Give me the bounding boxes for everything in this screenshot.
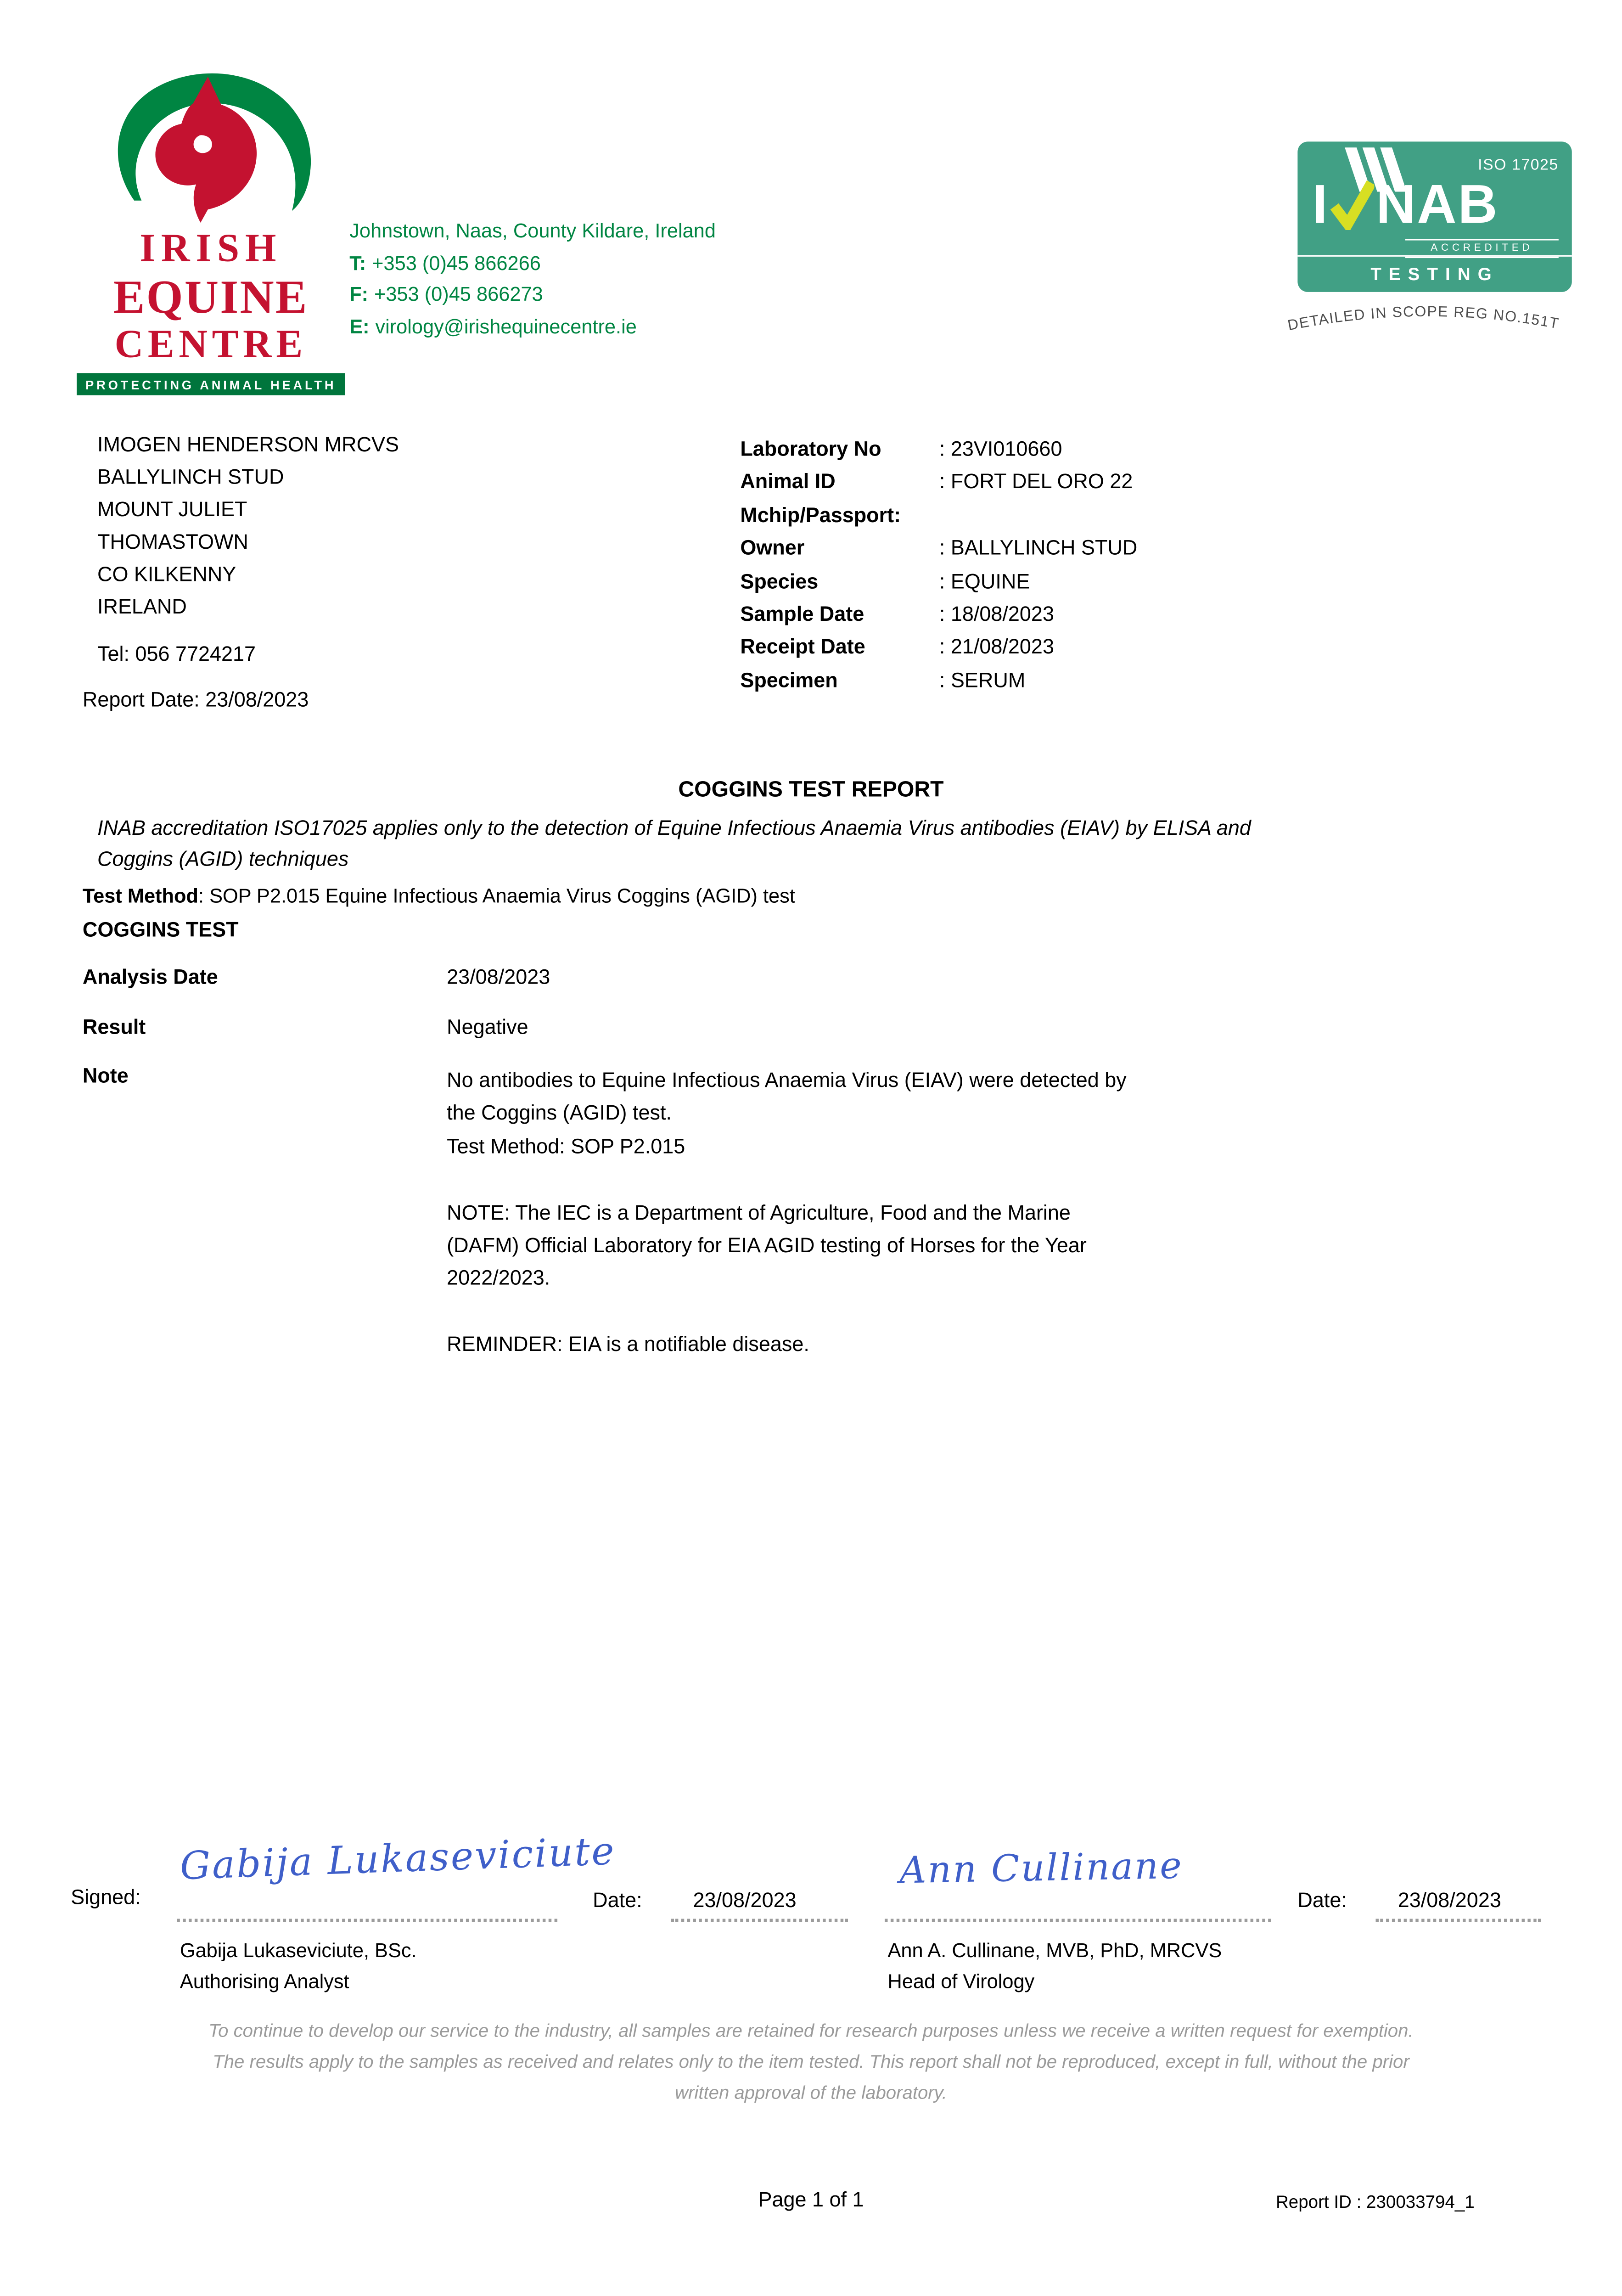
disclaimer-line: To continue to develop our service to the industry, all samples are retained for research purposes unless we receive a written request for exemption. bbox=[208, 2020, 1414, 2042]
inab-mark bbox=[1312, 174, 1499, 235]
lab-detail-row bbox=[740, 498, 1137, 531]
addressee-block bbox=[82, 428, 399, 715]
signatory-right-block bbox=[888, 1935, 1222, 1997]
test-method-label: Test Method bbox=[82, 885, 198, 907]
lab-detail-label: Sample Date bbox=[740, 602, 864, 625]
logo-word-irish: IRISH bbox=[140, 225, 282, 270]
analysis-date-row bbox=[83, 965, 550, 988]
lab-detail-value: : 21/08/2023 bbox=[939, 635, 1054, 658]
contact-block bbox=[349, 215, 716, 342]
lab-detail-label: Owner bbox=[740, 535, 805, 559]
test-method-line bbox=[83, 885, 795, 907]
result-value: Negative bbox=[447, 1014, 528, 1039]
note-line: the Coggins (AGID) test. bbox=[447, 1101, 672, 1125]
lab-detail-value: : 18/08/2023 bbox=[939, 602, 1054, 625]
inab-testing-label: TESTING bbox=[1297, 255, 1571, 285]
lab-detail-row bbox=[740, 564, 1137, 597]
disclaimer-line: The results apply to the samples as received and relates only to the item tested. This report shall not be reproduced, except in full, without the prior bbox=[213, 2051, 1409, 2072]
note-line: NOTE: The IEC is a Department of Agriculture, Food and the Marine bbox=[447, 1200, 1071, 1224]
addressee-line: BALLYLINCH STUD bbox=[97, 464, 284, 489]
date-line-left bbox=[671, 1919, 847, 1922]
accreditation-note bbox=[97, 813, 1425, 875]
inab-scope-arc bbox=[1283, 292, 1587, 342]
phone-label: T: bbox=[349, 251, 366, 274]
result-row bbox=[83, 1015, 528, 1038]
signatory-left-title: Authorising Analyst bbox=[180, 1970, 349, 1993]
lab-detail-value: : FORT DEL ORO 22 bbox=[939, 469, 1133, 494]
report-date: Report Date: 23/08/2023 bbox=[82, 687, 309, 711]
date-label-left: Date: bbox=[593, 1888, 642, 1912]
lab-detail-row bbox=[740, 664, 1137, 697]
note-row bbox=[83, 1064, 1347, 1361]
fax-label: F: bbox=[349, 283, 369, 305]
lab-detail-row bbox=[740, 432, 1137, 465]
lab-detail-value: : BALLYLINCH STUD bbox=[939, 535, 1138, 559]
page-number: Page 1 of 1 bbox=[758, 2187, 864, 2211]
lab-detail-label: Receipt Date bbox=[740, 635, 865, 658]
signature-left: Gabija Lukaseviciute bbox=[179, 1830, 617, 1890]
lab-detail-value: : SERUM bbox=[939, 668, 1026, 692]
addressee-line: IMOGEN HENDERSON MRCVS bbox=[97, 432, 399, 456]
date-label-right: Date: bbox=[1297, 1888, 1347, 1912]
page-title: COGGINS TEST REPORT bbox=[678, 777, 944, 803]
addressee-telephone: Tel: 056 7724217 bbox=[97, 642, 256, 665]
date-line-right bbox=[1376, 1919, 1541, 1922]
inab-letters-nab: NAB bbox=[1376, 174, 1499, 235]
note-label: Note bbox=[82, 1063, 129, 1087]
inab-iso-label: ISO 17025 bbox=[1478, 156, 1559, 174]
lab-detail-label: Species bbox=[740, 568, 819, 592]
signatory-right-title: Head of Virology bbox=[887, 1970, 1035, 1993]
signatory-left-block bbox=[180, 1935, 417, 1997]
analysis-date-label: Analysis Date bbox=[82, 964, 218, 988]
note-line: (DAFM) Official Laboratory for EIA AGID testing of Horses for the Year bbox=[447, 1233, 1087, 1257]
accreditation-note-line: INAB accreditation ISO17025 applies only to the detection of Equine Infectious Anaemia Virus antibodies (EIAV) by ELISA and bbox=[97, 816, 1251, 839]
contact-phone-row bbox=[349, 247, 716, 279]
note-text bbox=[447, 1064, 1346, 1361]
disclaimer-line: written approval of the laboratory. bbox=[675, 2082, 947, 2104]
email-label: E: bbox=[349, 315, 370, 337]
lab-details-block bbox=[740, 432, 1137, 697]
date-value-right: 23/08/2023 bbox=[1398, 1888, 1501, 1912]
lab-detail-row bbox=[740, 465, 1137, 498]
inab-checkmark-icon bbox=[1330, 180, 1375, 230]
contact-email-row bbox=[349, 310, 716, 342]
lab-detail-label: Mchip/Passport: bbox=[740, 502, 901, 527]
lab-detail-label: Specimen bbox=[740, 668, 838, 692]
accreditation-note-line: Coggins (AGID) techniques bbox=[97, 846, 349, 870]
svg-text:DETAILED IN SCOPE REG NO.151T bbox=[1286, 303, 1561, 333]
inab-accreditation-badge bbox=[1297, 141, 1571, 292]
signature-right: Ann Cullinane bbox=[899, 1844, 1184, 1892]
addressee-line: IRELAND bbox=[97, 594, 187, 618]
inab-letter-i: I bbox=[1312, 174, 1329, 235]
signature-line-right bbox=[885, 1919, 1271, 1922]
lab-detail-row bbox=[740, 531, 1137, 564]
horse-head-logo-icon bbox=[96, 71, 326, 224]
addressee-line: MOUNT JULIET bbox=[97, 497, 247, 521]
test-method-value: : SOP P2.015 Equine Infectious Anaemia Virus Coggins (AGID) test bbox=[198, 885, 795, 907]
lab-detail-value: : EQUINE bbox=[939, 568, 1030, 592]
note-line bbox=[447, 1294, 1346, 1328]
addressee-line: CO KILKENNY bbox=[97, 562, 236, 586]
signed-label: Signed: bbox=[71, 1885, 141, 1909]
result-label: Result bbox=[82, 1014, 146, 1039]
signature-line-left bbox=[177, 1919, 557, 1922]
fax-value: +353 (0)45 866273 bbox=[374, 283, 543, 305]
logo-word-equine: EQUINE bbox=[113, 270, 309, 323]
signatory-left-name: Gabija Lukaseviciute, BSc. bbox=[180, 1939, 417, 1962]
addressee-line: THOMASTOWN bbox=[97, 529, 248, 553]
inab-scope-text: DETAILED IN SCOPE REG NO.151T bbox=[1286, 303, 1561, 334]
lab-detail-row bbox=[740, 597, 1137, 630]
logo-tagline-banner: PROTECTING ANIMAL HEALTH bbox=[77, 373, 345, 395]
lab-detail-label: Laboratory No bbox=[740, 436, 881, 461]
note-line: No antibodies to Equine Infectious Anaemia Virus (EIAV) were detected by bbox=[447, 1068, 1127, 1092]
iec-logo-block bbox=[77, 71, 345, 395]
lab-detail-label: Animal ID bbox=[740, 469, 836, 494]
contact-address: Johnstown, Naas, County Kildare, Ireland bbox=[349, 219, 716, 242]
disclaimer bbox=[0, 2016, 1622, 2109]
contact-fax-row bbox=[349, 279, 716, 310]
note-line: REMINDER: EIA is a notifiable disease. bbox=[447, 1332, 809, 1356]
section-title: COGGINS TEST bbox=[82, 917, 239, 941]
note-line bbox=[447, 1163, 1346, 1196]
phone-value: +353 (0)45 866266 bbox=[372, 251, 541, 274]
lab-detail-value: : 23VI010660 bbox=[939, 436, 1062, 461]
signatory-right-name: Ann A. Cullinane, MVB, PhD, MRCVS bbox=[887, 1939, 1222, 1962]
lab-detail-row bbox=[740, 630, 1137, 664]
logo-word-centre: CENTRE bbox=[114, 321, 307, 366]
inab-accredited-label: ACCREDITED bbox=[1405, 239, 1559, 258]
date-value-left: 23/08/2023 bbox=[693, 1888, 797, 1912]
report-id: Report ID : 230033794_1 bbox=[1275, 2191, 1475, 2212]
note-line: 2022/2023. bbox=[447, 1266, 550, 1290]
analysis-date-value: 23/08/2023 bbox=[447, 964, 550, 988]
email-value: virology@irishequinecentre.ie bbox=[375, 315, 637, 337]
note-line: Test Method: SOP P2.015 bbox=[447, 1134, 685, 1158]
